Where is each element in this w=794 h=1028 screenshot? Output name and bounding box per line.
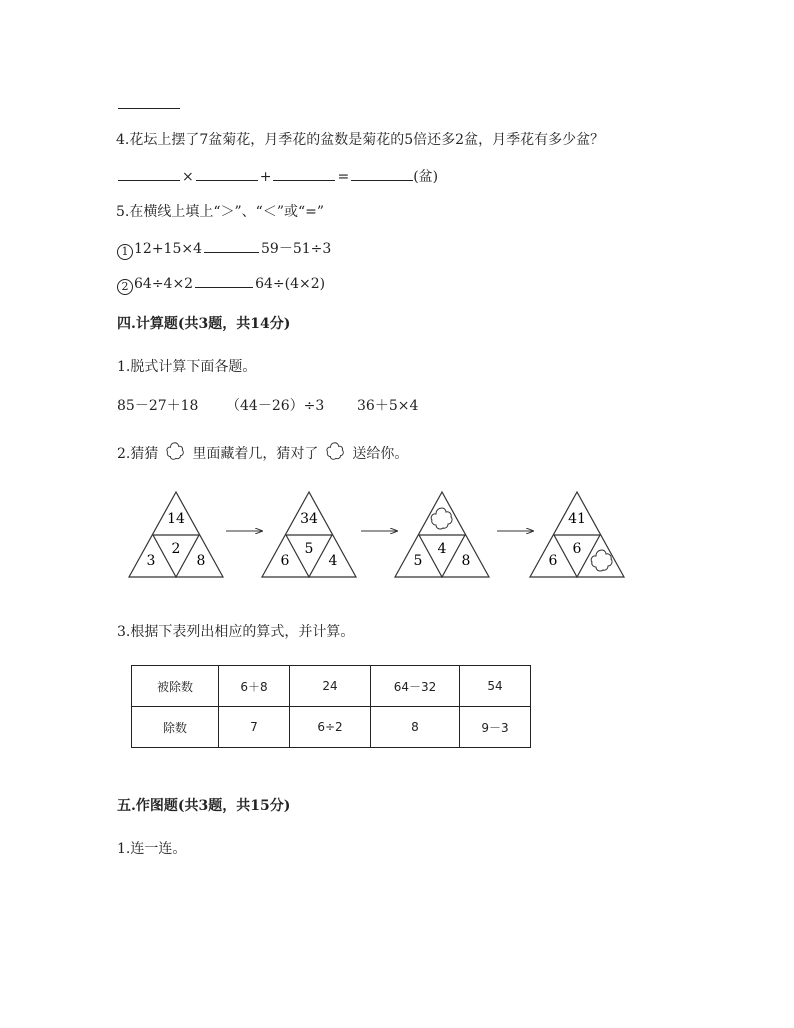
s4-question-3-text: 3.根据下表列出相应的算式，并计算。 (117, 624, 355, 640)
table-cell: 6÷2 (290, 707, 371, 748)
section-4-heading: 四.计算题(共3题，共14分) (117, 316, 291, 332)
plus-sign: + (259, 169, 272, 185)
times-sign: × (182, 169, 194, 185)
item-1-right: 59－51÷3 (261, 241, 332, 257)
s5-question-1-text: 1.连一连。 (117, 841, 187, 857)
triangle-3 (395, 492, 489, 577)
table-cell: 7 (219, 707, 290, 748)
triangle-1-left: 3 (146, 553, 156, 569)
flower-icon (591, 550, 612, 571)
triangle-2 (262, 492, 356, 577)
table-row-label: 除数 (132, 707, 219, 748)
equals-sign: = (337, 169, 350, 185)
s4-expression-2: （44－26）÷3 (226, 398, 325, 414)
table-row (132, 707, 531, 748)
q2-text-a: 2.猜猜 (117, 446, 159, 462)
q2-text-b: 里面藏着几，猜对了 (192, 446, 319, 462)
table-cell: 8 (371, 707, 460, 748)
s4-question-1-text: 1.脱式计算下面各题。 (117, 359, 257, 375)
question-5-text: 5.在横线上填上“＞”、“＜”或“=” (116, 204, 325, 220)
triangle-2-center: 5 (304, 541, 314, 557)
circled-number-2: 2 (117, 279, 133, 295)
flower-icon (431, 508, 452, 529)
triangle-4-center: 6 (572, 541, 582, 557)
s4-expression-3: 36＋5×4 (357, 398, 419, 414)
triangle-3-right: 8 (461, 553, 471, 569)
table-cell: 24 (290, 666, 371, 707)
triangle-1-right: 8 (196, 553, 206, 569)
triangle-4 (530, 492, 624, 577)
question-4-text: 4.花坛上摆了7盆菊花，月季花的盆数是菊花的5倍还多2盆，月季花有多少盆？ (116, 132, 605, 148)
table-cell: 54 (460, 666, 531, 707)
triangle-1-top: 14 (167, 511, 185, 527)
item-2-left: 64÷4×2 (134, 276, 194, 292)
unit-label: (盆) (413, 169, 439, 185)
table-cell: 6＋8 (219, 666, 290, 707)
division-table (131, 665, 531, 748)
triangle-1 (129, 492, 223, 577)
triangle-1-center: 2 (171, 541, 181, 557)
circled-number-1: 1 (117, 244, 133, 260)
triangle-4-top: 41 (568, 511, 586, 527)
table-row-label: 被除数 (132, 666, 219, 707)
table-cell: 64－32 (371, 666, 460, 707)
item-1-left: 12+15×4 (134, 241, 202, 257)
triangle-2-top: 34 (300, 511, 318, 527)
triangle-3-center: 4 (437, 541, 447, 557)
q2-text-c: 送给你。 (352, 446, 409, 462)
section-5-heading: 五.作图题(共3题，共15分) (117, 798, 291, 814)
s4-expression-1: 85－27＋18 (117, 398, 199, 414)
triangle-2-left: 6 (280, 553, 290, 569)
table-cell: 9－3 (460, 707, 531, 748)
triangle-3-left: 5 (413, 553, 423, 569)
item-2-right: 64÷(4×2) (255, 276, 326, 292)
triangle-2-right: 4 (328, 553, 338, 569)
triangle-4-left: 6 (548, 553, 558, 569)
table-row (132, 666, 531, 707)
